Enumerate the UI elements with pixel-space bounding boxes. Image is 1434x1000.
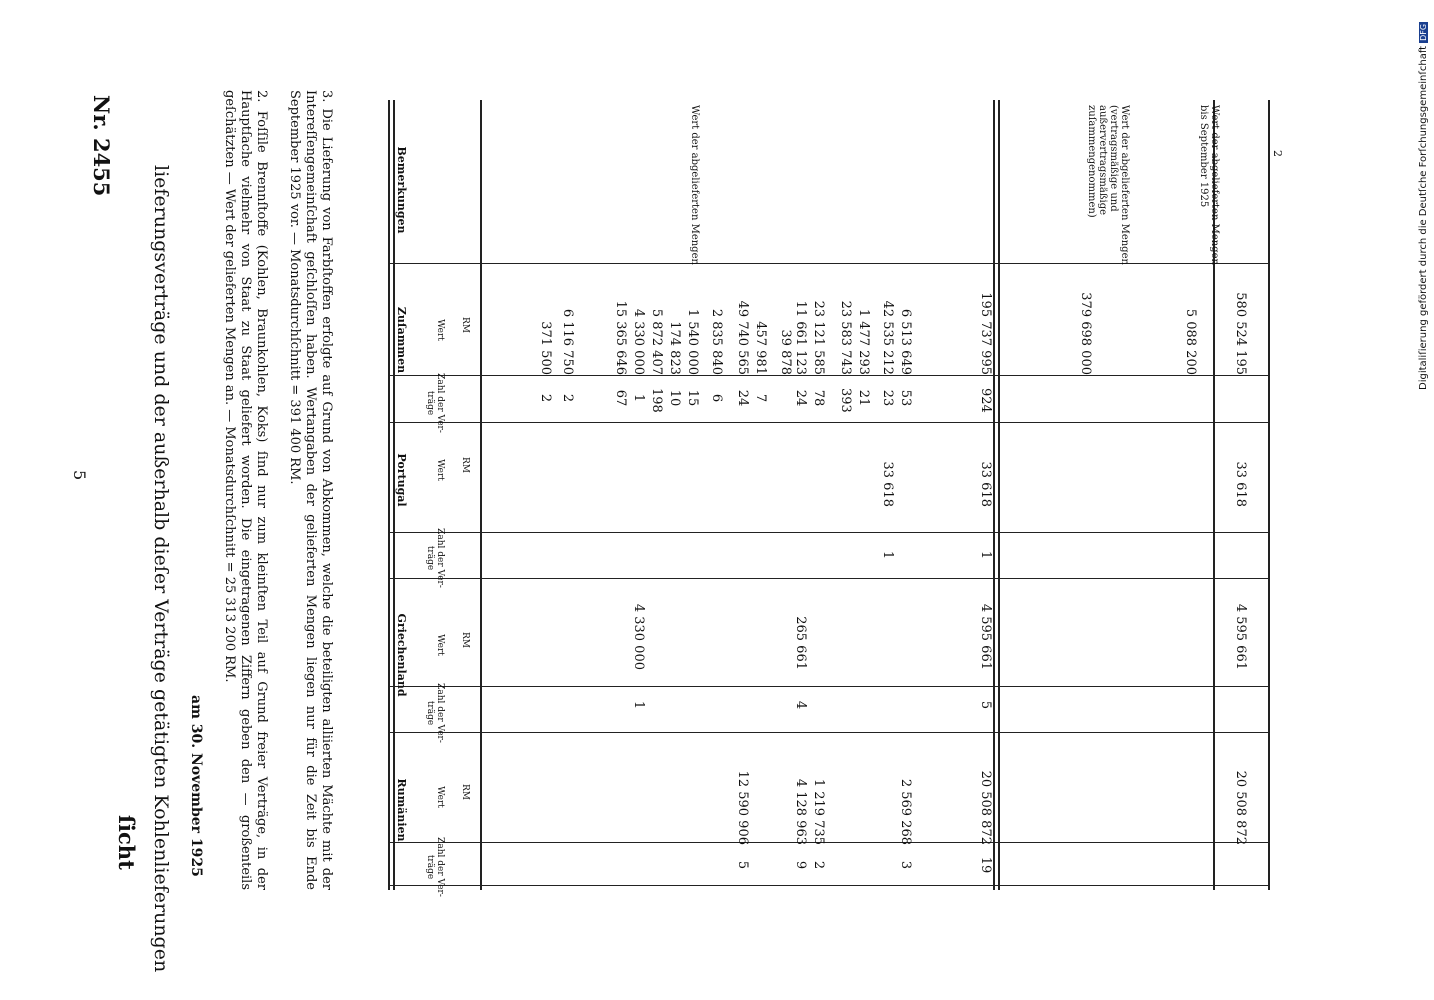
column-header-6: Zahl der Ver- träge: [425, 373, 445, 433]
row-4-gr-n: 1: [631, 700, 646, 710]
unit-label-3: RM: [460, 632, 470, 648]
table-rule-0: [388, 100, 390, 890]
extra-1-value: 379 698 000: [1078, 292, 1093, 375]
unit-label-1: RM: [460, 784, 470, 800]
group-heading-0: Rumänien: [395, 778, 408, 842]
row-10-tot-v: 457 981: [753, 321, 768, 375]
table-rule-6: [1268, 100, 1270, 890]
row-12-rum-v: 4 128 963: [793, 778, 808, 845]
grand-total-pt-v: 33 618: [1233, 461, 1248, 507]
document-number: Nr. 2455: [89, 95, 114, 197]
row-12-rum-n: 9: [793, 860, 808, 870]
column-rule-1: [390, 375, 1270, 376]
row-7-tot-v: 1 540 000: [685, 308, 700, 375]
dfg-logo: DFG: [1419, 23, 1428, 41]
digitization-credit: [1418, 22, 1429, 390]
column-header-2: Zahl der Ver- träge: [425, 683, 445, 743]
column-rule-5: [390, 686, 1270, 687]
total-row-tot-v: 195 737 995: [978, 292, 993, 375]
total-row-pt-n: 1: [978, 550, 993, 560]
total-row-gr-v: 4 595 661: [978, 603, 993, 670]
page-number: 5: [70, 470, 89, 481]
row-12-gr-n: 4: [793, 700, 808, 710]
total-row-pt-v: 33 618: [978, 461, 993, 507]
table-rule-4: [998, 100, 1000, 890]
row-4-gr-v: 4 330 000: [631, 603, 646, 670]
row-14-tot-n: 393: [838, 388, 853, 413]
total-row-gr-n: 5: [978, 700, 993, 710]
row-13-rum-n: 2: [811, 860, 826, 870]
grand-total-rum-v: 20 508 872: [1233, 770, 1248, 845]
footer-note-number: 2: [1271, 150, 1284, 157]
row-2-tot-v: 6 116 750: [560, 308, 575, 375]
column-header-0: Zahl der Ver- träge: [425, 837, 445, 897]
row-16-pt-n: 1: [880, 550, 895, 560]
column-rule-0: [390, 263, 1270, 264]
remark-extra-1: Wert der abgelieferten Mengen (vertragsmäßige und außervertragsmäßige zuſammengenommen): [1086, 105, 1130, 265]
row-13-tot-v: 23 121 585: [811, 300, 826, 375]
column-rule-3: [390, 532, 1270, 533]
column-rule-6: [390, 732, 1270, 733]
table-rule-2: [480, 100, 482, 890]
column-rule-2: [390, 422, 1270, 423]
total-row-tot-n: 924: [978, 388, 993, 413]
row-16-tot-v: 42 535 212: [880, 300, 895, 375]
column-rule-7: [390, 842, 1270, 843]
row-13-tot-n: 78: [811, 389, 826, 407]
row-4-tot-n: 1: [631, 393, 646, 403]
row-6-tot-v: 174 823: [667, 321, 682, 375]
row-2-tot-n: 2: [560, 393, 575, 403]
note-2: 2. Foſſile Brennſtoffe (Kohlen, Braunkohlen, Koks) ſind nur zum kleinſten Teil auf Grund freier Verträge, in der Hauptſache vielmehr von Staat zu Staat geliefert worden. Die eingetragenen Ziffern geben den — großenteils geſchätzten — Wert der gelieferten Mengen an. — Monatsdurchſchnitt = 25 313 200 RM.: [222, 90, 269, 890]
row-17-rum-n: 3: [898, 860, 913, 870]
table-rule-3: [993, 100, 995, 890]
row-17-tot-n: 53: [898, 389, 913, 407]
row-4-tot-v: 4 330 000: [631, 308, 646, 375]
column-header-5: Wert: [435, 459, 445, 481]
column-header-4: Zahl der Ver- träge: [425, 528, 445, 588]
row-6-tot-n: 10: [667, 389, 682, 407]
column-header-3: Wert: [435, 634, 445, 656]
credit-text: Digitaliſierung gefördert durch die Deutſche Forſchungsgemeinſchaft: [1418, 45, 1429, 390]
group-heading-2: Portugal: [395, 453, 408, 507]
remark-row-7: Wert der abgelieferten Mengen: [689, 105, 700, 265]
row-17-tot-v: 6 513 649: [898, 308, 913, 375]
row-9-rum-v: 12 590 906: [735, 770, 750, 845]
row-10-tot-n: 7: [753, 393, 768, 403]
total-row-rum-n: 19: [978, 856, 993, 874]
group-heading-3: Zuſammen: [395, 306, 408, 374]
column-header-7: Wert: [435, 319, 445, 341]
row-15-tot-v: 1 477 293: [856, 308, 871, 375]
row-16-pt-v: 33 618: [880, 461, 895, 507]
row-12-tot-v: 11 661 123: [793, 300, 808, 375]
column-header-1: Wert: [435, 786, 445, 808]
remark-extra-2: Wert der abgelieferten Mengen bis September 1925: [1198, 105, 1220, 265]
row-1-tot-n: 2: [538, 393, 553, 403]
extra-2-value: 5 088 200: [1183, 308, 1198, 375]
title-fragment: ſicht: [114, 815, 139, 870]
grand-total-gr-v: 4 595 661: [1233, 603, 1248, 670]
group-heading-1: Griechenland: [395, 613, 408, 697]
row-8-tot-v: 2 835 840: [709, 308, 724, 375]
grand-total-tot-v: 580 524 195: [1233, 292, 1248, 375]
row-17-rum-v: 2 569 268: [898, 778, 913, 845]
row-7-tot-n: 15: [685, 389, 700, 407]
unit-label-5: RM: [460, 457, 470, 473]
note-3: 3. Die Lieferung von Farbſtoffen erfolgte auf Grund von Abkommen, welche die beteiligten alliierten Mächte mit der Intereſſengemeinſchaft geſchloſſen haben. Wertangaben der gelieferten Mengen liegen nur für die Zeit bis Ende September 1925 vor. — Monatsdurchſchnitt = 391 400 RM.: [287, 90, 334, 890]
row-9-tot-v: 49 740 565: [735, 300, 750, 375]
row-12-tot-n: 24: [793, 389, 808, 407]
row-3-tot-v: 15 365 646: [613, 300, 628, 375]
row-5-tot-v: 5 872 407: [649, 308, 664, 375]
row-15-tot-n: 21: [856, 389, 871, 407]
total-row-rum-v: 20 508 872: [978, 770, 993, 845]
column-rule-4: [390, 578, 1270, 579]
row-11-tot-v: 39 878: [778, 329, 793, 375]
column-rule-8: [390, 885, 1270, 886]
row-9-tot-n: 24: [735, 389, 750, 407]
row-5-tot-n: 198: [649, 388, 664, 413]
row-3-tot-n: 67: [613, 389, 628, 407]
unit-label-7: RM: [460, 317, 470, 333]
row-16-tot-n: 23: [880, 389, 895, 407]
row-14-tot-v: 23 583 743: [838, 300, 853, 375]
date-line: am 30. November 1925: [188, 695, 204, 877]
row-1-tot-v: 371 500: [538, 321, 553, 375]
row-8-tot-n: 6: [709, 393, 724, 403]
row-12-gr-v: 265 661: [793, 616, 808, 670]
row-13-rum-v: 1 219 735: [811, 778, 826, 845]
row-9-rum-n: 5: [735, 860, 750, 870]
title-line: lieferungsverträge und der außerhalb dieſer Verträge getätigten Kohlenlieferungen: [150, 165, 172, 973]
group-heading-4: Bemerkungen: [395, 146, 408, 234]
